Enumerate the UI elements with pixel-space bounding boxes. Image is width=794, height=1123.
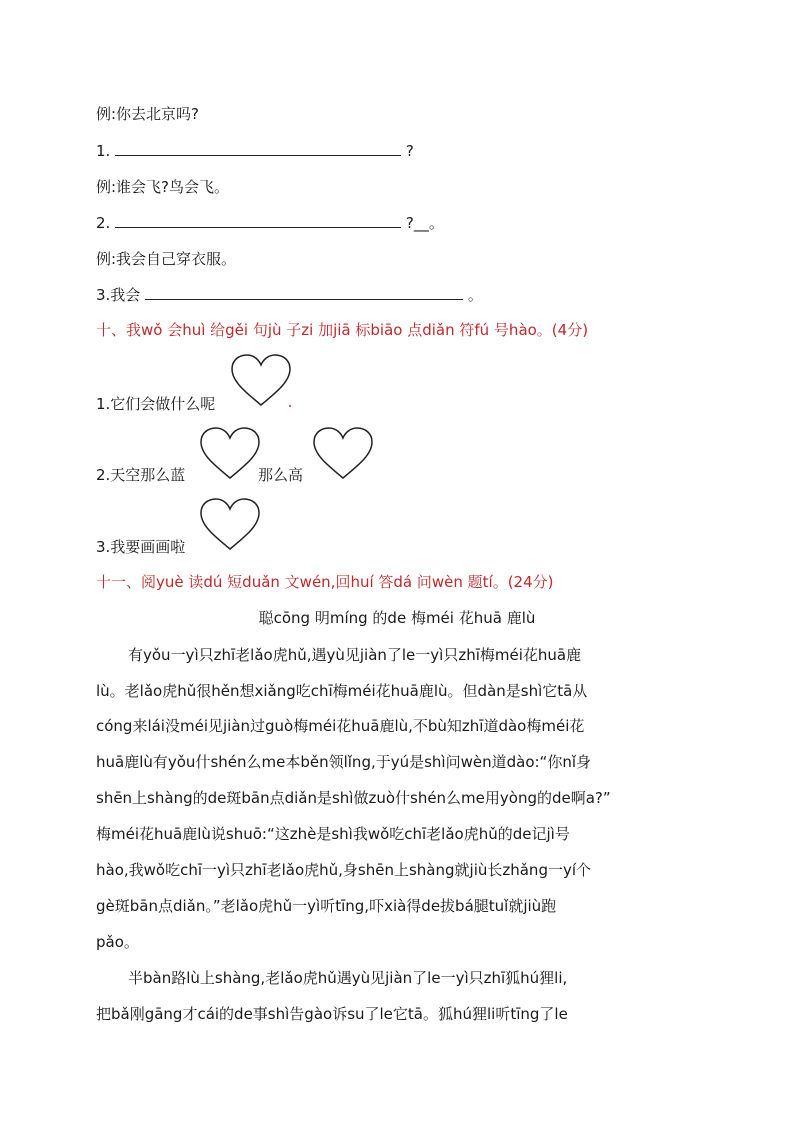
story-line: lù。老lǎo虎hǔ很hěn想xiǎng吃chī梅méi花huā鹿lù。但dàn是shì它tā从 — [96, 682, 588, 700]
answer-line-2 — [96, 213, 444, 233]
story-line: 有yǒu一yì只zhī老lǎo虎hǔ,遇yù见jiàn了le一yì只zhī梅méi花huā鹿 — [128, 646, 582, 664]
story-line: 把bǎ刚gāng才cái的de事shì告gào诉su了le它tā。狐hú狸li听tīng了le — [96, 1005, 568, 1023]
heart-icon[interactable] — [230, 353, 292, 409]
story-line: pǎo。 — [96, 933, 139, 951]
punct-item-2: 2.天空那么蓝 — [96, 466, 186, 484]
story-line: gè斑bān点diǎn。”老lǎo虎hǔ一yì听tīng,吓xià得de拔bá腿tuǐ就jiù跑 — [96, 897, 557, 915]
answer-prefix-1: 1. — [96, 142, 111, 160]
answer-end-2: ?__。 — [405, 214, 444, 232]
answer-blank-3[interactable] — [145, 285, 463, 300]
answer-prefix-3: 3.我会 — [96, 286, 141, 304]
answer-blank-1[interactable] — [115, 141, 401, 156]
answer-line-3 — [96, 285, 483, 305]
story-line: hào,我wǒ吃chī一yì只zhī老lǎo虎hǔ,身shēn上shàng就jiù长zhǎng一yí个 — [96, 861, 592, 879]
punct-item-1: 1.它们会做什么呢 — [96, 395, 216, 413]
punct-item-2-mid: 那么高 — [258, 466, 304, 484]
example-2: 例:谁会飞?鸟会飞。 — [96, 178, 230, 196]
heart-icon[interactable] — [199, 426, 261, 482]
section-11-title: 十一、阅yuè 读dú 短duǎn 文wén,回huí 答dá 问wèn 题tí。(24分) — [96, 573, 554, 591]
answer-prefix-2: 2. — [96, 214, 111, 232]
heart-icon[interactable] — [312, 426, 374, 482]
answer-end-1: ? — [405, 142, 414, 160]
story-title: 聪cōng 明míng 的de 梅méi 花huā 鹿lù — [258, 609, 536, 627]
answer-line-1 — [96, 141, 414, 161]
story-line: 梅méi花huā鹿lù说shuō:“这zhè是shì我wǒ吃chī老lǎo虎hǔ的de记jì号 — [96, 825, 570, 843]
heart-icon[interactable] — [199, 497, 261, 553]
story-line: 半bàn路lù上shàng,老lǎo虎hǔ遇yù见jiàn了le一yì只zhī狐hú狸li, — [128, 969, 568, 987]
story-line: cóng来lái没méi见jiàn过guò梅méi花huā鹿lù,不bù知zhī道dào梅méi花 — [96, 717, 585, 735]
example-3: 例:我会自己穿衣服。 — [96, 250, 237, 268]
red-dot — [289, 405, 291, 407]
punct-item-3: 3.我要画画啦 — [96, 538, 186, 556]
story-line: shēn上shàng的de斑bān点diǎn是shì做zuò什shén么me用yòng的de啊a?” — [96, 789, 611, 807]
section-10-title: 十、我wǒ 会huì 给gěi 句jù 子zi 加jiā 标biāo 点diǎn 符fú 号hào。(4分) — [96, 321, 589, 339]
story-line: huā鹿lù有yǒu什shén么me本běn领lǐng,于yú是shì问wèn道dào:“你nǐ身 — [96, 753, 591, 771]
example-1: 例:你去北京吗? — [96, 105, 200, 123]
answer-blank-2[interactable] — [115, 213, 401, 228]
answer-end-3: 。 — [467, 286, 483, 304]
